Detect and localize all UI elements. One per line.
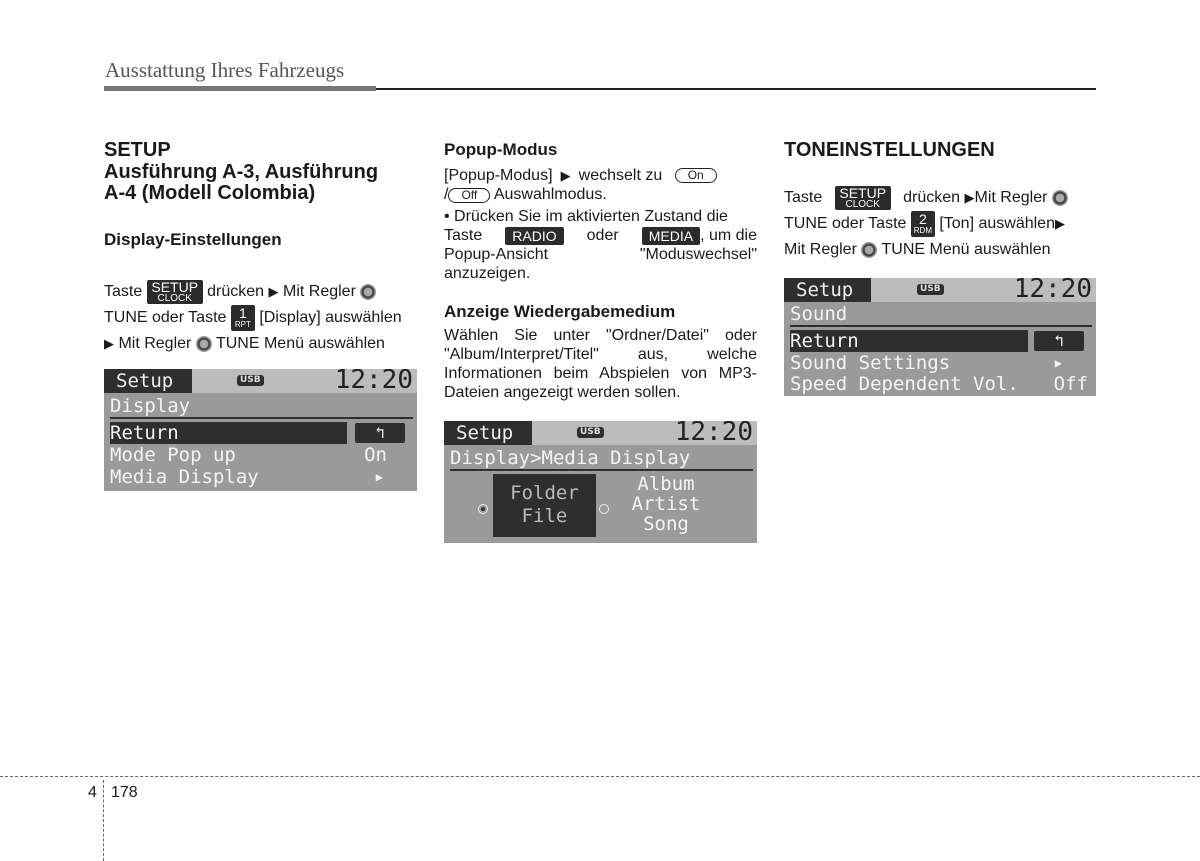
lcd-row-speed-dependent-vol [790,373,1092,395]
text: drücken [207,283,265,301]
folder-file-option [493,474,596,537]
text: oder [586,227,619,245]
left-instruction-line-3 [104,331,418,357]
lcd-title: Setup [444,421,532,445]
text: Taste [784,189,823,207]
row-label: Return [110,422,179,444]
rdm-button-icon [911,211,935,237]
rpt-button-icon [231,305,255,331]
row-value: On [364,444,387,466]
option-line: Artist [631,493,701,515]
text: "Moduswechsel" [639,246,757,264]
popup-paragraph-1 [444,166,757,185]
text: TUNE Menü auswählen [881,241,1051,259]
lcd-separator [110,417,413,419]
chapter-number: 4 [88,784,97,801]
media-heading: Anzeige Wiedergabemedium [444,302,676,322]
left-subheading: Display-Einstellungen [104,230,282,249]
row-label: Mode Pop up [110,444,236,466]
popup-paragraph-2c [444,245,757,264]
row-label: Return [790,330,859,352]
arrow-right-icon: ▶ [268,284,279,299]
row-label: Sound Settings [790,352,951,374]
rpt-label: RPT [234,320,251,330]
setup-label: SETUP [839,185,887,201]
left-heading-3: A-4 (Modell Colombia) [104,182,316,204]
tune-knob-icon [1052,190,1068,206]
setup-clock-button-icon [147,280,203,304]
clock-label: CLOCK [157,293,192,304]
setup-label: SETUP [151,279,199,295]
option-line: Folder [510,482,579,504]
text: drücken [903,189,961,207]
album-artist-song-option [614,474,718,534]
setup-clock-button-icon [835,186,891,210]
footer-dashed-divider [103,780,104,861]
option-line: Song [643,513,689,535]
on-pill-icon: On [675,168,717,183]
lcd-separator [450,469,753,471]
lcd-row-return [790,330,1028,352]
right-instruction-line-1 [784,185,1098,211]
arrow-right-icon: ▶ [104,336,114,352]
text: TUNE oder Taste [784,215,907,233]
page-header-title: Ausstattung Ihres Fahrzeugs [105,58,345,82]
return-icon: ↰ [1034,331,1084,351]
popup-paragraph-2d: anzuzeigen. [444,265,531,283]
chevron-right-icon: ▶ [1054,356,1062,370]
num-label: 2 [918,211,927,228]
option-line: Album [637,473,695,495]
middle-column [444,140,757,402]
media-paragraph-2: "Album/Interpret/Titel" aus, welche [444,346,757,364]
row-label: Speed Dependent Vol. [790,373,1019,395]
arrow-right-icon: ▶ [964,190,975,205]
text: Popup-Ansicht [444,246,549,264]
lcd-row-mode-popup [110,444,413,466]
lcd-row-return [110,422,347,444]
footer-dashed-rule [0,776,1200,777]
text: TUNE Menü auswählen [215,335,385,353]
popup-paragraph-2b [444,226,757,245]
row-value: Off [1053,373,1088,395]
lcd-clock: 12:20 [334,369,413,395]
page-number: 178 [111,784,138,801]
lcd-clock: 12:20 [1013,278,1092,304]
lcd-clock: 12:20 [674,421,753,447]
album-radio-icon [599,504,609,514]
media-paragraph-4: Dateien angezeigt werden sollen. [444,384,681,402]
num-label: 1 [238,305,247,322]
text: Mit Regler [974,189,1048,207]
display-settings-screen [104,369,417,491]
right-instruction-line-2 [784,211,1098,237]
text: wechselt zu [578,167,663,184]
tune-knob-icon [196,336,212,352]
off-pill-icon: Off [448,188,490,203]
sound-settings-screen [784,278,1096,396]
lcd-subtitle: Display>Media Display [450,447,691,469]
lcd-row-media-display [110,466,413,488]
right-heading: TONEINSTELLUNGEN [784,139,995,161]
popup-heading: Popup-Modus [444,140,558,159]
media-paragraph-1: Wählen Sie unter "Ordner/Datei" oder [444,327,757,345]
text: Mit Regler [784,241,857,259]
left-instruction-line-1 [104,279,418,305]
rdm-label: RDM [913,226,932,236]
right-column [784,140,1098,263]
usb-icon: USB [237,375,264,386]
lcd-row-sound-settings [790,352,1092,374]
popup-paragraph-1b: / Off Auswahlmodus. [444,186,607,204]
text: [Popup-Modus] [444,167,553,184]
text: Mit Regler [282,283,356,301]
popup-paragraph-2: • Drücken Sie im aktivierten Zustand die [444,208,728,226]
usb-icon: USB [577,427,604,438]
tune-knob-icon [360,284,376,300]
lcd-title: Setup [104,369,192,393]
arrow-right-icon: ▶ [1054,216,1065,232]
folder-radio-icon [478,504,488,514]
usb-icon: USB [917,284,944,295]
text: [Ton] auswählen [939,215,1055,233]
left-instruction-line-2 [104,305,418,331]
media-button-icon: MEDIA [642,227,700,245]
text: Taste [104,283,143,301]
text: TUNE oder Taste [104,309,227,327]
return-icon: ↰ [355,423,405,443]
left-heading: SETUP [104,139,171,161]
text: , um die [700,227,757,245]
radio-button-icon: RADIO [505,227,563,245]
text: [Display] auswählen [259,309,402,327]
option-line: File [521,505,568,527]
row-label: Media Display [110,466,259,488]
media-paragraph-3: Informationen beim Abspielen von MP3- [444,365,757,383]
lcd-title: Setup [784,278,871,302]
left-column [104,140,418,358]
header-rule-thick [104,86,376,91]
text: Auswahlmodus. [493,186,607,204]
arrow-right-icon: ▶ [556,168,575,184]
text: Mit Regler [118,335,192,353]
tune-knob-icon [861,242,877,258]
right-instruction-line-3 [784,237,1098,263]
clock-label: CLOCK [845,199,880,210]
media-display-screen [444,421,757,543]
text: Taste [444,227,483,245]
lcd-subtitle: Sound [790,303,848,325]
lcd-separator [790,325,1092,327]
chevron-right-icon: ▶ [375,470,383,484]
left-heading-2: Ausführung A-3, Ausführung [104,161,379,183]
header-rule-thin [376,88,1096,90]
lcd-subtitle: Display [110,395,191,417]
